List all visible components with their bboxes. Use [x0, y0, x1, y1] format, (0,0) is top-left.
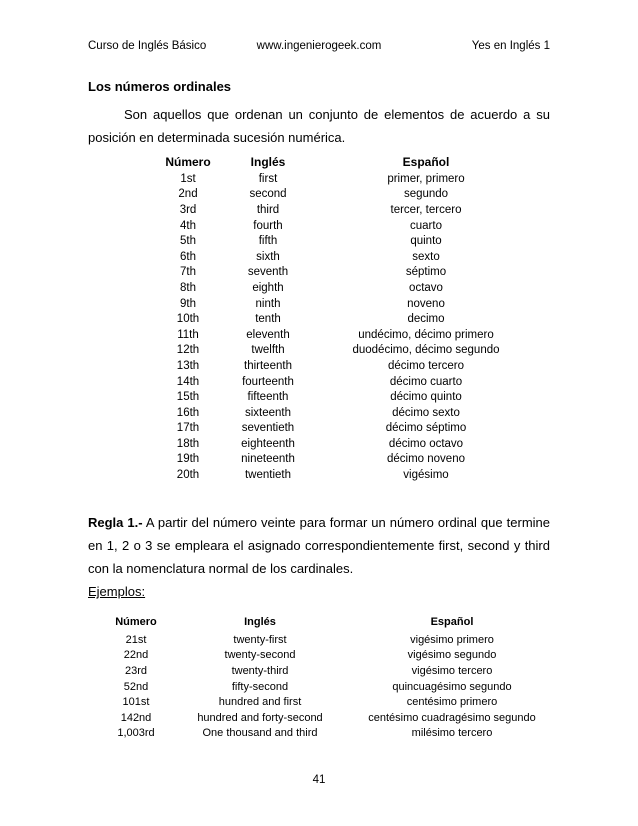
table-row	[100, 632, 556, 648]
table-row	[150, 436, 542, 452]
table-cell: 3rd	[179, 203, 197, 216]
table-cell: 21st	[125, 633, 147, 646]
table-row	[150, 280, 542, 296]
column-header-ingles: Inglés	[250, 154, 286, 169]
table-cell: fifteenth	[247, 391, 289, 404]
table-row	[150, 233, 542, 249]
table-cell: third	[256, 203, 280, 216]
table-cell: fourth	[253, 219, 283, 232]
table-cell: vigésimo tercero	[411, 664, 493, 677]
table-cell: décimo séptimo	[385, 422, 467, 435]
intro-paragraph: Son aquellos que ordenan un conjunto de elementos de acuerdo a su posición en determinada sucesión numérica.	[88, 107, 550, 145]
table-cell: 11th	[177, 328, 199, 341]
table-row	[150, 358, 542, 374]
column-header-espanol: Español	[430, 616, 474, 628]
ordinals-table	[150, 152, 542, 483]
table-cell: One thousand and third	[202, 727, 318, 740]
table-cell: 10th	[176, 313, 200, 326]
table-header-row	[150, 152, 542, 171]
table-cell: 1,003rd	[117, 727, 155, 740]
table-cell: 22nd	[123, 649, 149, 662]
table-cell: 20th	[176, 469, 200, 482]
table-cell: sixth	[256, 250, 280, 263]
table-row	[150, 374, 542, 390]
table-cell: 23rd	[124, 664, 148, 677]
table-cell: 2nd	[178, 188, 198, 201]
table-row	[150, 405, 542, 421]
table-cell: vigésimo primero	[410, 633, 494, 646]
table-row	[100, 726, 556, 742]
table-row	[150, 249, 542, 265]
table-cell: 13th	[176, 359, 200, 372]
column-header-espanol: Español	[402, 154, 450, 169]
table-cell: twentieth	[244, 469, 292, 482]
table-cell: primer, primero	[387, 172, 465, 185]
table-cell: twenty-second	[224, 649, 296, 662]
table-row	[150, 171, 542, 187]
table-cell: centésimo primero	[406, 696, 498, 709]
rule-paragraph	[88, 511, 550, 580]
table-cell: fifth	[258, 235, 278, 248]
table-cell: centésimo cuadragésimo segundo	[368, 711, 536, 724]
table-row	[150, 343, 542, 359]
table-cell: décimo noveno	[387, 453, 465, 466]
table-cell: décimo tercero	[387, 359, 465, 372]
table-cell: décimo quinto	[390, 391, 462, 404]
table-cell: 5th	[180, 235, 196, 248]
table-cell: eighteenth	[241, 437, 295, 450]
table-row	[150, 187, 542, 203]
table-cell: tercer, tercero	[390, 203, 462, 216]
table-cell: 17th	[176, 422, 200, 435]
table-cell: décimo cuarto	[389, 375, 463, 388]
table-cell: cuarto	[410, 219, 442, 232]
table-cell: 18th	[176, 437, 200, 450]
table-row	[150, 421, 542, 437]
header-website: www.ingenierogeek.com	[256, 40, 382, 52]
table-cell: 14th	[176, 375, 200, 388]
section-title: Los números ordinales	[88, 79, 232, 94]
table-row	[150, 218, 542, 234]
table-cell: twenty-third	[231, 664, 289, 677]
table-cell: milésimo tercero	[411, 727, 493, 740]
table-header-row	[100, 612, 556, 632]
column-header-numero: Número	[165, 154, 211, 169]
table-row	[150, 202, 542, 218]
table-cell: nineteenth	[241, 453, 295, 466]
table-cell: duodécimo, décimo segundo	[352, 344, 500, 357]
table-row	[150, 311, 542, 327]
table-cell: sexto	[412, 250, 440, 263]
table-cell: second	[249, 188, 287, 201]
page-header	[88, 40, 550, 56]
page-number: 41	[312, 774, 326, 786]
table-cell: octavo	[409, 281, 443, 294]
table-cell: 142nd	[120, 711, 152, 724]
examples-table	[100, 612, 556, 741]
table-row	[150, 265, 542, 281]
table-cell: hundred and first	[218, 696, 302, 709]
table-cell: 7th	[180, 266, 196, 279]
table-cell: 12th	[176, 344, 200, 357]
table-cell: noveno	[407, 297, 445, 310]
table-row	[150, 296, 542, 312]
table-cell: eighth	[252, 281, 284, 294]
table-cell: eleventh	[246, 328, 290, 341]
table-cell: segundo	[403, 188, 449, 201]
table-cell: 16th	[176, 406, 200, 419]
header-course-title: Curso de Inglés Básico	[88, 40, 207, 52]
table-cell: 6th	[180, 250, 196, 263]
column-header-ingles: Inglés	[244, 616, 276, 628]
table-cell: fifty-second	[231, 680, 289, 693]
column-header-numero: Número	[115, 616, 157, 628]
table-cell: 1st	[180, 172, 196, 185]
table-cell: twenty-first	[233, 633, 287, 646]
table-cell: 9th	[180, 297, 196, 310]
table-row	[150, 467, 542, 483]
header-book-title: Yes en Inglés 1	[471, 40, 550, 52]
table-cell: décimo sexto	[392, 406, 460, 419]
table-cell: decimo	[407, 313, 445, 326]
table-cell: 19th	[176, 453, 200, 466]
table-cell: 15th	[176, 391, 200, 404]
rule-label: Regla 1.-	[88, 515, 143, 530]
table-cell: fourteenth	[242, 375, 294, 388]
table-row	[150, 389, 542, 405]
table-cell: 8th	[180, 281, 196, 294]
table-row	[100, 694, 556, 710]
table-cell: hundred and forty-second	[197, 711, 323, 724]
table-row	[150, 452, 542, 468]
table-cell: séptimo	[405, 266, 447, 279]
table-row	[100, 710, 556, 726]
table-cell: 101st	[122, 696, 150, 709]
table-row	[150, 327, 542, 343]
table-cell: vigésimo segundo	[407, 649, 497, 662]
examples-heading: Ejemplos:	[88, 584, 146, 599]
table-cell: thirteenth	[244, 359, 292, 372]
table-cell: tenth	[255, 313, 281, 326]
table-cell: seventieth	[241, 422, 295, 435]
rule-text: A partir del número veinte para formar un número ordinal que termine en 1, 2 o 3 se empleara el asignado correspondientemente first, second y third con la nomenclatura normal de los cardinales.	[88, 515, 550, 576]
table-cell: twelfth	[251, 344, 285, 357]
table-cell: quinto	[410, 235, 442, 248]
table-cell: sixteenth	[244, 406, 292, 419]
table-row	[100, 663, 556, 679]
table-cell: undécimo, décimo primero	[358, 328, 494, 341]
table-cell: vigésimo	[403, 469, 449, 482]
table-cell: ninth	[255, 297, 281, 310]
table-cell: quincuagésimo segundo	[392, 680, 512, 693]
table-row	[100, 679, 556, 695]
table-cell: 4th	[180, 219, 196, 232]
table-cell: décimo octavo	[388, 437, 464, 450]
table-cell: first	[258, 172, 278, 185]
table-row	[100, 648, 556, 664]
table-cell: 52nd	[123, 680, 149, 693]
table-cell: seventh	[247, 266, 289, 279]
